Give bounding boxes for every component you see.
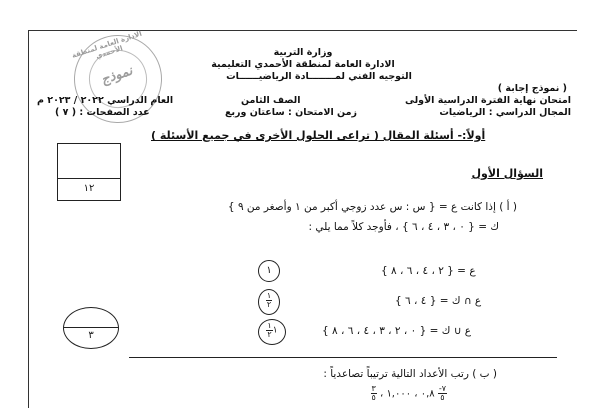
part-b-middle: ٠,٨ ، ١,٠٠٠ ، bbox=[380, 388, 435, 400]
header-year: العام الدراسي ٢٠٢٢ / ٢٠٢٣ م bbox=[37, 95, 174, 106]
part-b-f2-den: ٥ bbox=[371, 393, 376, 402]
stamp-center-text: نموذج bbox=[99, 63, 135, 88]
question-title: السؤال الأول bbox=[471, 167, 543, 180]
header-ministry: وزارة التربية bbox=[273, 47, 333, 58]
part-a-line-2: ك = { ٠ ، ٣ ، ٤ ، ٦ } ، فأوجد كلاً مما يلي : bbox=[308, 221, 499, 233]
mark-2-fraction bbox=[266, 292, 272, 309]
grade-box-total: ١٢ bbox=[83, 183, 95, 194]
part-b-text: ( ب ) رتب الأعداد التالية ترتيباً تصاعدياً : bbox=[323, 368, 497, 380]
header-admin: الادارة العامة لمنطقة الأحمدي التعليمية bbox=[211, 59, 395, 70]
part-b-f1-num: ٧- bbox=[438, 384, 446, 393]
header-time: زمن الامتحان : ساعتان وربع bbox=[225, 107, 357, 118]
mark-2-numerator: ١ bbox=[266, 291, 272, 300]
part-b-f1-den: ٥ bbox=[440, 393, 445, 402]
answer-intersection: ع ∩ ك = { ٤ ، ٦ } bbox=[395, 295, 482, 307]
mark-3-denominator: ٢ bbox=[267, 330, 272, 339]
part-b-f2-num: ٣ bbox=[371, 384, 376, 393]
header-field: المجال الدراسي : الرياضيات bbox=[439, 107, 571, 118]
mark-circle-2 bbox=[258, 289, 280, 315]
score-circle-divider bbox=[64, 327, 118, 328]
mark-circle-3 bbox=[258, 319, 286, 345]
part-b-fraction-1 bbox=[438, 385, 447, 402]
part-b-values bbox=[371, 385, 447, 402]
grade-box-divider bbox=[58, 178, 120, 179]
header-exam: امتحان نهاية الفترة الدراسية الأولى bbox=[405, 95, 571, 106]
mark-2-denominator: ٢ bbox=[266, 300, 272, 309]
header-supervision: التوجيه الفني لمــــــــادة الرياضيــــــات bbox=[226, 71, 412, 82]
part-a-line-1: ( أ ) إذا كانت ع = { س : س عدد زوجي أكبر من ١ وأصغر من ٩ } bbox=[227, 201, 517, 213]
score-circle bbox=[63, 307, 119, 349]
section-title: أولاً:- أسئلة المقال ( تراعى الحلول الأخرى في جميع الأسئلة ) bbox=[151, 129, 486, 142]
stamp-ring-text: الادارة العامة لمنطقة الأحمدي bbox=[70, 29, 143, 61]
mark-3-whole: ١ bbox=[272, 325, 278, 336]
grade-box bbox=[57, 143, 121, 201]
score-value: ٣ bbox=[88, 330, 94, 341]
mark-circle-1 bbox=[258, 260, 280, 282]
exam-page bbox=[28, 30, 577, 408]
header-grade: الصف الثامن bbox=[241, 95, 301, 106]
answer-union: ع ∪ ك = { ٠ ، ٢ ، ٣ ، ٤ ، ٦ ، ٨ } bbox=[322, 325, 472, 337]
mark-3-numerator: ١ bbox=[267, 321, 272, 330]
header-model-answer: ( نموذج إجابة ) bbox=[497, 83, 567, 94]
mark-1-value: ١ bbox=[266, 265, 272, 276]
separator-line bbox=[129, 357, 557, 358]
answer-set-e: ع = { ٢ ، ٤ ، ٦ ، ٨ } bbox=[381, 265, 476, 277]
part-b-fraction-2 bbox=[371, 385, 377, 402]
header-pages: عدد الصفحات : ( ٧ ) bbox=[55, 107, 150, 118]
